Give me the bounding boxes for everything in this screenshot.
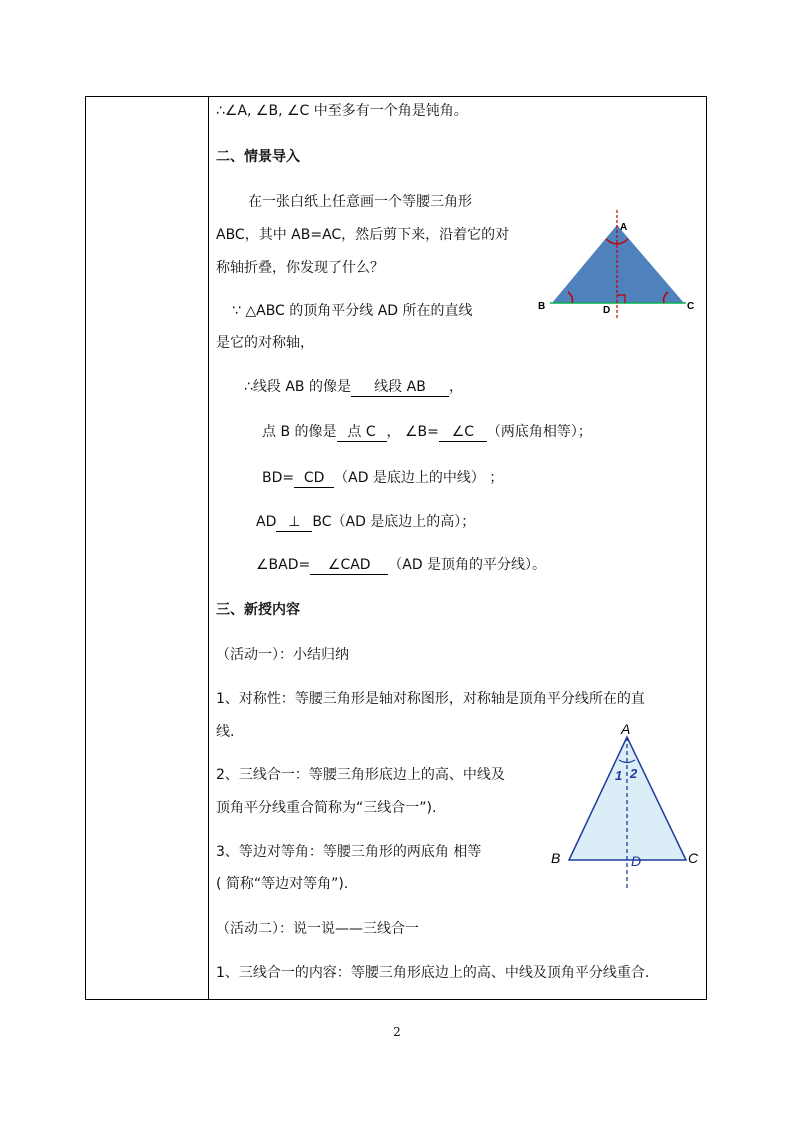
paragraph-line: ∵ △ABC 的顶角平分线 AD 所在的直线 (232, 303, 473, 319)
label-b: B (538, 301, 546, 312)
text: ， (449, 379, 463, 395)
paragraph-line: ABC，其中 AB=AC，然后剪下来，沿着它的对 (216, 227, 510, 243)
answer-blank: 点 C (337, 424, 387, 442)
text: （AD 是底边上的中线） ； (334, 470, 504, 486)
answer-blank: CD (294, 470, 334, 488)
label-angle-1: 1 (615, 768, 623, 783)
text: ， ∠B= (386, 424, 439, 440)
fill-line-4 (256, 512, 475, 532)
text: 点 B 的像是 (262, 424, 337, 440)
paragraph-line: 是它的对称轴， (216, 335, 314, 351)
label-d: D (631, 853, 642, 869)
triangle-fill (569, 737, 686, 860)
activity-2-title: （活动二）：说一说——三线合一 (216, 921, 419, 937)
rule-line: 1、对称性：等腰三角形是轴对称图形，对称轴是顶角平分线所在的直 (216, 691, 645, 707)
answer-blank: ∠C (439, 424, 487, 442)
label-c: C (687, 301, 695, 312)
triangle-fill (552, 225, 684, 303)
text: （AD 是顶角的平分线）。 (388, 557, 547, 573)
fill-line-2 (262, 422, 592, 442)
fill-line-3 (262, 468, 503, 488)
label-c: C (688, 850, 699, 866)
fill-line-1 (244, 377, 463, 397)
paragraph-line: 称轴折叠，你发现了什么？ (216, 260, 384, 276)
label-a: A (620, 222, 628, 233)
answer-blank: ⊥ (276, 514, 312, 532)
answer-blank: ∠CAD (310, 557, 388, 575)
isosceles-triangle-figure-2 (545, 722, 705, 892)
activity-1-title: （活动一）：小结归纳 (216, 647, 349, 663)
label-d: D (603, 305, 611, 316)
rule-line: 2、三线合一：等腰三角形底边上的高、中线及 (216, 767, 505, 783)
conclusion-line: ∴∠A, ∠B, ∠C 中至多有一个角是钝角。 (216, 103, 468, 119)
label-a: A (621, 722, 631, 737)
text: BC（AD 是底边上的高）； (312, 514, 476, 530)
rule-line: 3、等边对等角：等腰三角形的两底角 相等 (216, 844, 482, 860)
label-b: B (551, 850, 561, 866)
page-number: 2 (393, 1025, 401, 1039)
label-angle-2: 2 (630, 766, 638, 781)
rule-line: ( 简称“等边对等角”). (216, 876, 349, 892)
text: ∴线段 AB 的像是 (244, 379, 351, 395)
section-heading-3: 三、新授内容 (216, 602, 300, 618)
text: AD (256, 514, 277, 530)
answer-blank: 线段 AB (351, 379, 449, 397)
isosceles-triangle-figure-1 (530, 205, 705, 325)
paragraph-line: 在一张白纸上任意画一个等腰三角形 (248, 194, 472, 210)
rule-line: 顶角平分线重合简称为“三线合一”). (216, 800, 437, 816)
text: ∠BAD= (256, 557, 311, 573)
section-heading-2: 二、情景导入 (216, 149, 300, 165)
rule-line: 1、三线合一的内容：等腰三角形底边上的高、中线及顶角平分线重合. (216, 965, 650, 981)
column-divider (208, 97, 209, 999)
rule-line: 线. (216, 724, 235, 740)
fill-line-5 (256, 555, 546, 575)
text: （两底角相等）； (486, 424, 592, 440)
text: BD= (262, 470, 295, 486)
